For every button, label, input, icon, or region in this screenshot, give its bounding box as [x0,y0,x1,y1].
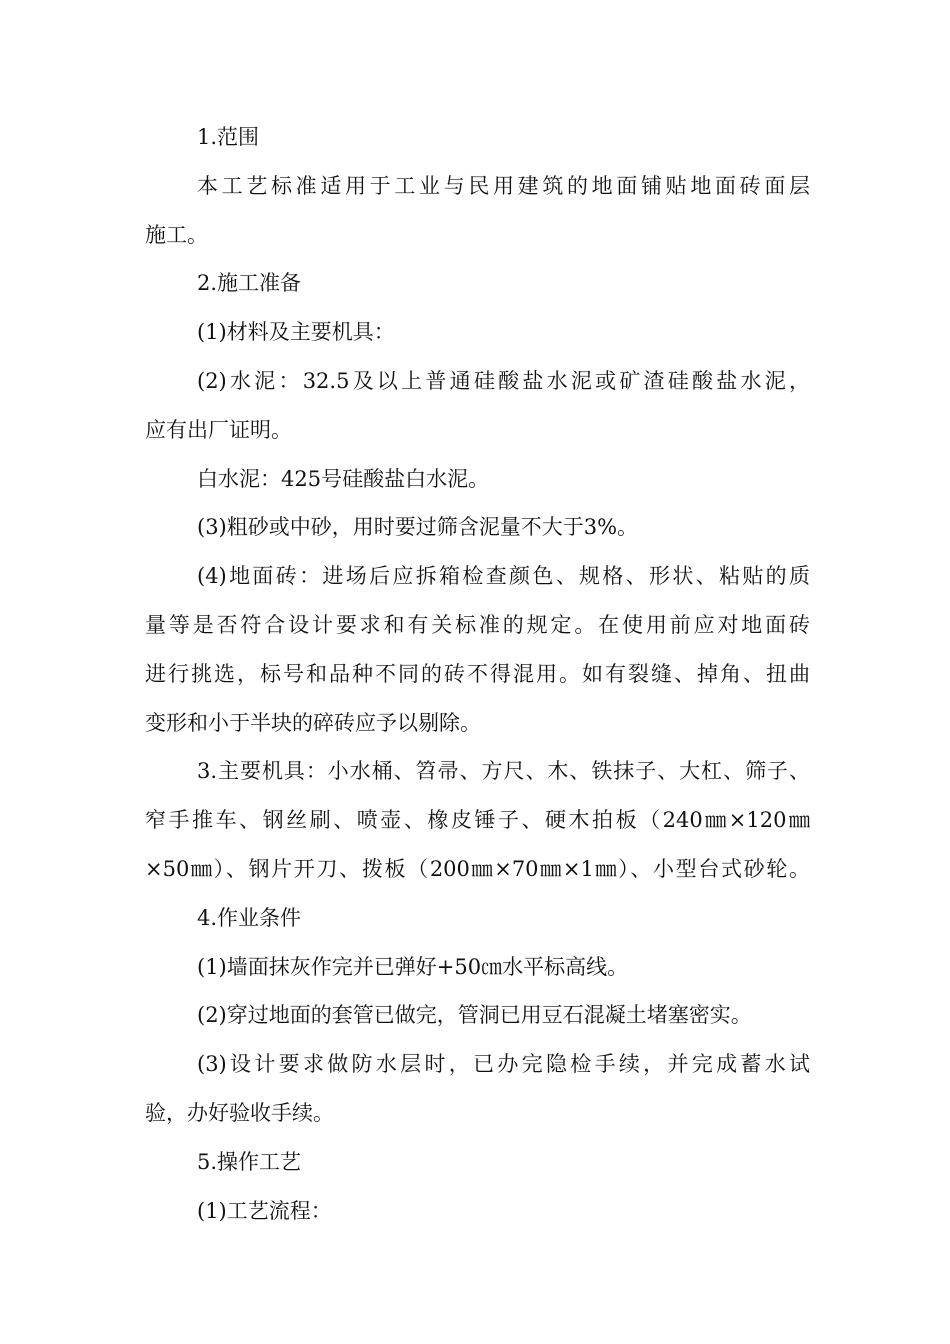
paragraph-line: 进行挑选，标号和品种不同的砖不得混用。如有裂缝、掉角、扭曲 [145,661,810,686]
paragraph-line: (1)墙面抹灰作完并已弹好+50㎝水平标高线。 [197,954,629,979]
paragraph-line: (1)材料及主要机具： [197,320,395,345]
paragraph-line: (2)水泥：32.5及以上普通硅酸盐水泥或矿渣硅酸盐水泥， [197,368,810,393]
paragraph-line: (2)穿过地面的套管已做完，管洞已用豆石混凝土堵塞密实。 [197,1003,752,1028]
section-heading-process: 5.操作工艺 [197,1149,302,1174]
paragraph-line: 量等是否符合设计要求和有关标准的规定。在使用前应对地面砖 [145,612,810,637]
paragraph-line: 验，办好验收手续。 [145,1100,334,1125]
paragraph-line: (1)工艺流程： [197,1198,332,1223]
paragraph-line: (4)地面砖：进场后应拆箱检查颜色、规格、形状、粘贴的质 [197,564,810,589]
document-body [145,113,810,1235]
paragraph-line: 应有出厂证明。 [145,417,292,442]
paragraph-line: (3)设计要求做防水层时，已办完隐检手续，并完成蓄水试 [197,1052,810,1077]
section-heading-conditions: 4.作业条件 [197,905,302,930]
paragraph-line: ×50㎜）、钢片开刀、拨板（200㎜×70㎜×1㎜）、小型台式砂轮。 [145,856,810,881]
section-heading-tools: 3.主要机具：小水桶、笤帚、方尺、木、铁抹子、大杠、筛子、 [197,759,810,784]
section-heading-preparation: 2.施工准备 [197,271,302,296]
paragraph-line: (3)粗砂或中砂，用时要过筛含泥量不大于3%。 [197,515,639,540]
paragraph-line: 白水泥：425号硅酸盐白水泥。 [197,466,490,491]
paragraph-line: 本工艺标准适用于工业与民用建筑的地面铺贴地面砖面层 [197,173,810,198]
paragraph-line: 窄手推车、钢丝刷、喷壶、橡皮锤子、硬木拍板（240㎜×120㎜ [145,808,810,833]
paragraph-line: 施工。 [145,222,208,247]
section-heading-scope: 1.范围 [197,125,260,149]
paragraph-line: 变形和小于半块的碎砖应予以剔除。 [145,710,481,735]
